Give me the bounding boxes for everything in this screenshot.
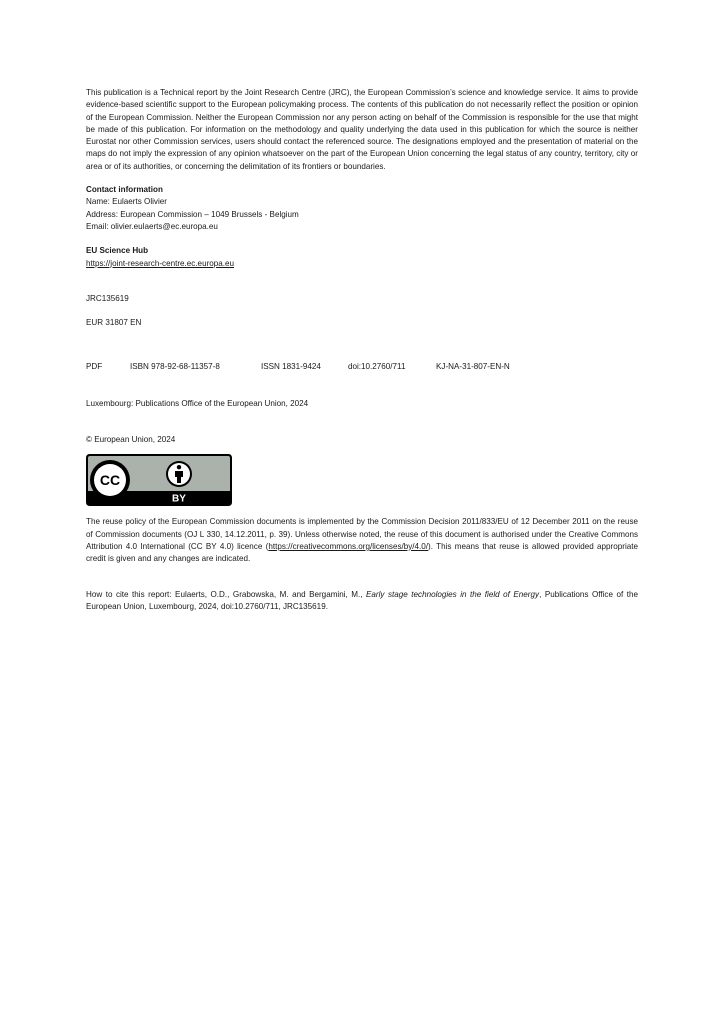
copyright-line: © European Union, 2024	[86, 435, 176, 445]
publisher-line: Luxembourg: Publications Office of the European Union, 2024	[86, 398, 309, 408]
cc-by-license-icon	[86, 454, 232, 506]
page-content	[86, 86, 638, 613]
citation-prefix: How to cite this report: Eulaerts, O.D., Grabowska, M. and Bergamini, M.,	[86, 589, 367, 599]
cc-license-link[interactable]: https://creativecommons.org/licenses/by/4.0/	[268, 541, 429, 551]
contact-heading: Contact information	[86, 185, 163, 195]
contact-name: Name: Eulaerts Olivier	[86, 197, 167, 207]
contact-block	[86, 184, 638, 233]
citation-paragraph	[86, 589, 638, 614]
reuse-policy-paragraph	[86, 516, 638, 565]
eur-number: EUR 31807 EN	[86, 318, 142, 328]
by-text: BY	[172, 493, 186, 505]
isbn: ISBN 978-92-68-11357-8	[130, 362, 220, 372]
jrc-number: JRC135619	[86, 293, 129, 303]
identifiers-row	[86, 361, 638, 373]
science-hub-heading: EU Science Hub	[86, 246, 149, 256]
format-label: PDF	[86, 362, 103, 372]
disclaimer-paragraph: This publication is a Technical report by the Joint Research Centre (JRC), the European Commission’s science and knowledge service. It aims to provide evidence-based scientific support to the European policymaking process. The contents of this publication do not necessarily reflect the position or opinion of the European Commission. Neither the European Commission nor any person acting on behalf of the Commission is responsible for the use that might be made of this publication. For information on the methodology and quality underlying the data used in this publication for which the source is neither Eurostat nor other Commission services, users should contact the referenced source. The designations employed and the presentation of material on the maps do not imply the expression of any opinion whatsoever on the part of the European Union concerning the legal status of any country, territory, city or area or of its authorities, or concerning the delimitation of its frontiers or boundaries.	[86, 88, 638, 171]
reuse-text-after: ). This means that reuse is allowed provided appropriate credit is given and any changes are indicated.	[86, 541, 638, 564]
reuse-text-before: The reuse policy of the European Commission documents is implemented by the Commission Decision 2011/833/EU of 12 December 2011 on the reuse of Commission documents (OJ L 330, 14.12.2011, p. 39). Unless otherwise noted, the reuse of this document is authorised under the Creative Commons Attribution 4.0 International (CC BY 4.0) licence (	[86, 517, 638, 551]
issn: ISSN 1831-9424	[261, 362, 321, 372]
citation-suffix: , Publications Office of the European Union, Luxembourg, 2024, doi:10.2760/711, JRC135619.	[86, 589, 638, 611]
doi: doi:10.2760/711	[348, 362, 406, 372]
cc-text: CC	[99, 472, 121, 489]
contact-address: Address: European Commission – 1049 Brussels - Belgium	[86, 209, 299, 219]
science-hub-link[interactable]: https://joint-research-centre.ec.europa.eu	[86, 258, 235, 268]
contact-email: Email: olivier.eulaerts@ec.europa.eu	[86, 221, 218, 231]
science-hub-block	[86, 245, 638, 270]
catalogue-number: KJ-NA-31-807-EN-N	[436, 362, 510, 372]
citation-title: Early stage technologies in the field of Energy	[366, 589, 540, 599]
